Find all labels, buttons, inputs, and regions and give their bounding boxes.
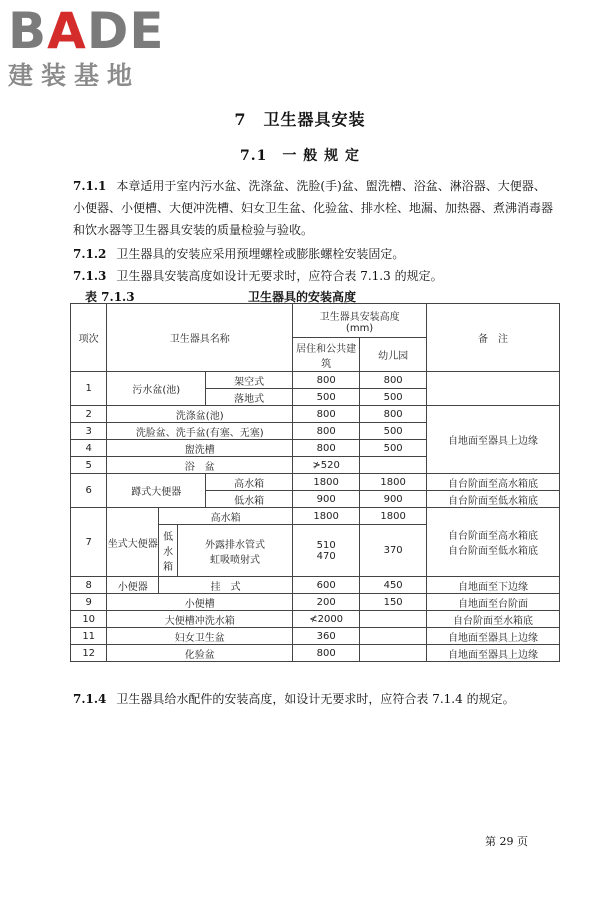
table-row: 3 洗脸盆、洗手盆(有塞、无塞) 800 500 bbox=[71, 423, 560, 440]
table-row: 低水箱 900 900 自台阶面至低水箱底 bbox=[71, 491, 560, 508]
clause-7-1-3: 7.1.3 卫生器具安装高度如设计无要求时，应符合表 7.1.3 的规定。 bbox=[73, 269, 443, 283]
head-fixture-name: 卫生器具名称 bbox=[107, 304, 293, 372]
row7-res: 510 470 bbox=[293, 525, 360, 577]
table-row: 4 盥洗槽 800 500 bbox=[71, 440, 560, 457]
table-row: 低水箱 外露排水管式 虹吸喷射式 510 470 370 bbox=[71, 525, 560, 577]
table-row: 10 大便槽冲洗水箱 ≮2000 自台阶面至水箱底 bbox=[71, 611, 560, 628]
table-row: 6 蹲式大便器 高水箱 1800 1800 自台阶面至高水箱底 bbox=[71, 474, 560, 491]
table-row: 7 坐式大便器 高水箱 1800 1800 自台阶面至高水箱底 自台阶面至低水箱底 bbox=[71, 508, 560, 525]
table-caption-number: 表 7.1.3 bbox=[85, 290, 135, 304]
head-residential: 居住和公共建筑 bbox=[293, 338, 360, 372]
section-title: 7.1 一 般 规 定 bbox=[240, 148, 360, 164]
table-row: 5 浴 盆 ≯520 bbox=[71, 457, 560, 474]
table-row: 落地式 500 500 bbox=[71, 389, 560, 406]
installation-height-table bbox=[70, 303, 560, 662]
head-height-group: 卫生器具安装高度 (mm) bbox=[293, 304, 427, 338]
brand-wordmark: BADE bbox=[8, 2, 165, 60]
row7-remark: 自台阶面至高水箱底 自台阶面至低水箱底 bbox=[427, 508, 560, 577]
head-kindergarten: 幼儿园 bbox=[360, 338, 427, 372]
chapter-title: 7 卫生器具安装 bbox=[234, 110, 366, 129]
clause-7-1-1: 7.1.1 本章适用于室内污水盆、洗涤盆、洗脸(手)盆、盥洗槽、浴盆、淋浴器、大便器、小便器、小便槽、大便冲洗槽、妇女卫生盆、化验盆、排水栓、地漏、加热器、煮沸消毒器和饮水器等卫生器具安装的质量检验与验收。 bbox=[73, 179, 554, 237]
head-item-no: 项次 bbox=[71, 304, 107, 372]
table-row: 8 小便器 挂 式 600 450 自地面至下边缘 bbox=[71, 577, 560, 594]
clause-7-1-2: 7.1.2 卫生器具的安装应采用预埋螺栓或膨胀螺栓安装固定。 bbox=[73, 247, 405, 261]
table-row: 2 洗涤盆(池) 800 800 自地面至器具上边缘 bbox=[71, 406, 560, 423]
table-row: 9 小便槽 200 150 自地面至台阶面 bbox=[71, 594, 560, 611]
brand-subtitle: 建装基地 bbox=[8, 61, 141, 90]
page-number: 第 29 页 bbox=[485, 835, 528, 848]
brand-logo bbox=[8, 2, 165, 92]
head-remark: 备 注 bbox=[427, 304, 560, 372]
table-row: 12 化验盆 800 自地面至器具上边缘 bbox=[71, 645, 560, 662]
table-row: 1 污水盆(池) 架空式 800 800 bbox=[71, 372, 560, 389]
table-caption-title: 卫生器具的安装高度 bbox=[248, 290, 357, 304]
table-row: 11 妇女卫生盆 360 自地面至器具上边缘 bbox=[71, 628, 560, 645]
row7-low-types: 外露排水管式 虹吸喷射式 bbox=[178, 525, 293, 577]
clause-7-1-4: 7.1.4 卫生器具给水配件的安装高度，如设计无要求时，应符合表 7.1.4 的规定。 bbox=[73, 692, 515, 706]
